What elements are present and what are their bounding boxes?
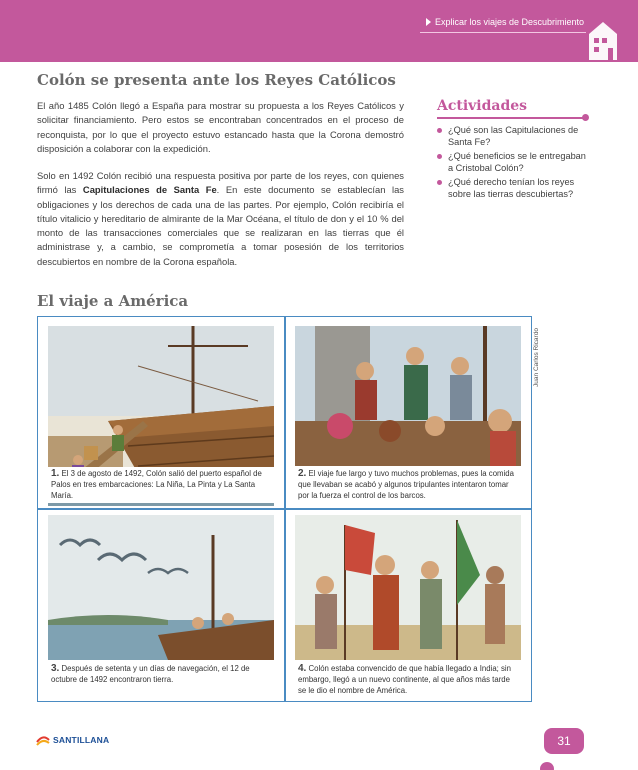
activity-item: ¿Qué derecho tenían los reyes sobre las tierras descubiertas? [437, 176, 592, 201]
frame-divider-horizontal [37, 508, 532, 510]
paragraph-1: El año 1485 Colón llegó a España para mostrar su propuesta a los Reyes Católicos y solicitar financiamiento. Pero estos se encontraban concentrados en el proceso de reconquista, por lo que el proyecto estuvo estancado hasta que la Corona demostró disposición a colaborar con la expedición. [37, 100, 404, 154]
breadcrumb-underline [420, 32, 586, 33]
top-banner [0, 0, 638, 62]
panel-3-number: 3. [51, 663, 60, 674]
activities-divider [437, 117, 585, 119]
triangle-right-icon [426, 18, 431, 26]
paragraph-2-start: Solo en 1492 Colón recibió una respuesta positiva por parte de los reyes, con quienes firmó las [37, 170, 404, 196]
house-icon [588, 20, 618, 60]
section-subtitle: El viaje a América [37, 292, 189, 310]
santillana-logo-icon [36, 734, 50, 746]
activities-list [437, 124, 592, 201]
section-title: Colón se presenta ante los Reyes Católicos [37, 71, 396, 89]
panel-4-number: 4. [298, 663, 307, 674]
paragraph-2 [37, 169, 404, 269]
illustrator-credit: Juan Carlos Ricardo [533, 328, 540, 387]
page-number: 31 [544, 728, 584, 754]
breadcrumb-label: Explicar los viajes de Descubrimiento [434, 17, 584, 27]
breadcrumb[interactable] [426, 17, 584, 27]
capitulaciones-term: Capitulaciones de Santa Fe [82, 184, 217, 196]
activities-title: Actividades [437, 98, 528, 114]
panel-1-caption: 1. El 3 de agosto de 1492, Colón salió del puerto español de Palos en tres embarcaciones: La Niña, La Pinta y La Santa María. [48, 467, 274, 503]
panel-4-caption: 4. Colón estaba convencido de que había llegado a India; sin embargo, llegó a un nuevo continente, al que años más tarde se le dio el nombre de América. [295, 662, 521, 698]
activity-item: ¿Qué son las Capitulaciones de Santa Fe? [437, 124, 592, 149]
publisher-name: SANTILLANA [53, 735, 110, 745]
paragraph-2-end: . En este documento se establecían las obligaciones y los derechos de cada una de las partes. Por ejemplo, Colón recibiría el título vitalicio y hereditario de almirante de la Mar Océana, el título de don y el 10 % del monto de las transacciones comerciales que se realizaran en las tierras que él administrase y, a cambio, se comprometía a tomar posesión de los territorios descubiertos en nombre de la Corona española. [37, 184, 404, 267]
publisher-logo [36, 734, 109, 746]
panel-3-caption: 3. Después de setenta y un días de navegación, el 12 de octubre de 1492 encontraron tierra. [48, 662, 274, 686]
page-number-dot [540, 762, 554, 770]
activity-item: ¿Qué beneficios se le entregaban a Cristobal Colón? [437, 150, 592, 175]
panel-1-number: 1. [51, 468, 60, 479]
panel-2-caption: 2. El viaje fue largo y tuvo muchos problemas, pues la comida que llevaban se acabó y algunos tripulantes intentaron tomar por la fuerza el control de los barcos. [295, 467, 521, 503]
activities-divider-dot [582, 114, 589, 121]
panel-2-number: 2. [298, 468, 307, 479]
